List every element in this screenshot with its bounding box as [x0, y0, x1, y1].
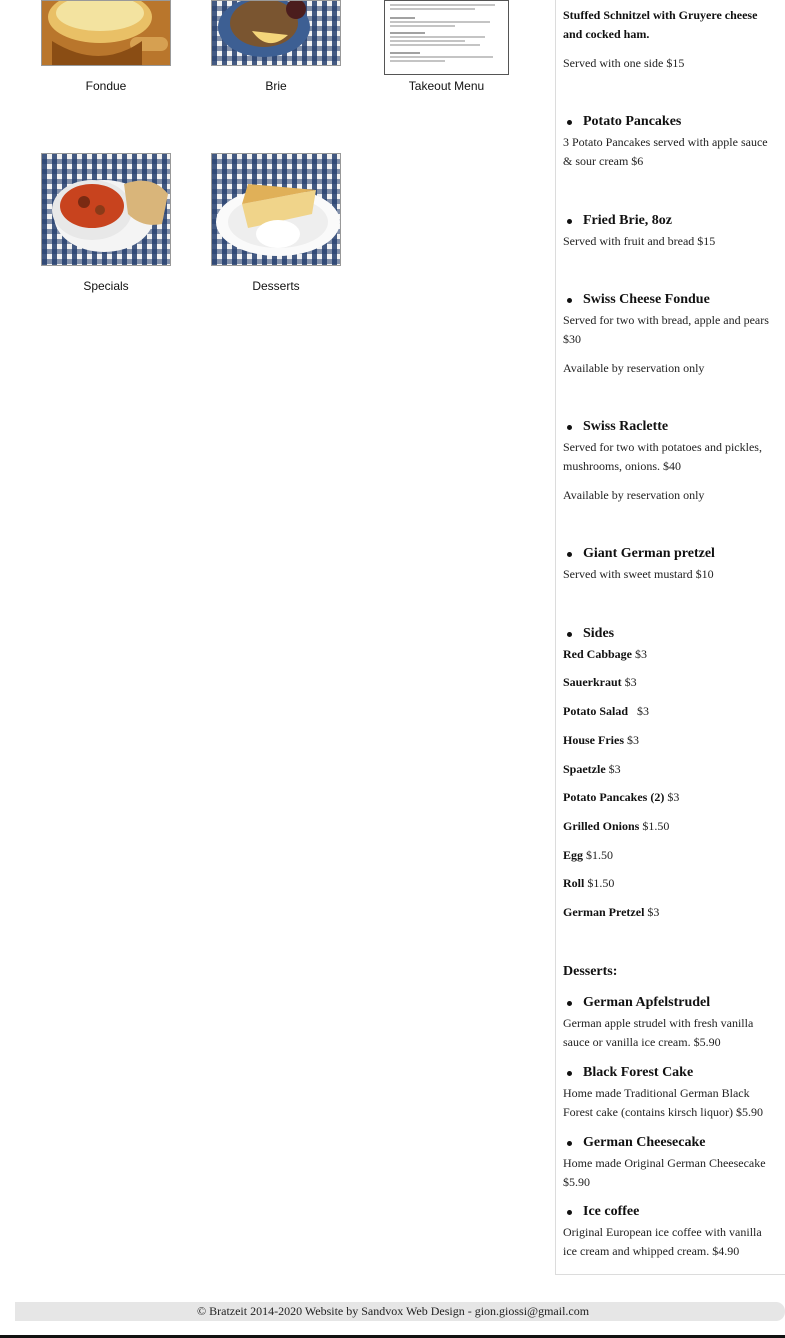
side-item [563, 846, 778, 865]
fondue-thumbnail[interactable] [41, 0, 171, 66]
site-footer [15, 1302, 785, 1321]
side-name: Spaetzle [563, 762, 606, 776]
gallery-item-specials[interactable] [41, 153, 171, 293]
gallery-caption[interactable]: Desserts [252, 279, 300, 293]
desserts-thumbnail[interactable] [211, 153, 341, 266]
dessert-title: German Apfelstrudel [583, 995, 711, 1010]
side-name: Red Cabbage [563, 647, 633, 661]
dessert-title: Ice coffee [583, 1204, 640, 1219]
side-item [563, 874, 778, 893]
sides-title: Sides [583, 626, 615, 641]
side-item [563, 903, 778, 922]
footer-credits[interactable]: © Bratzeit 2014-2020 Website by Sandvox Web Design - gion.giossi@gmail.com [197, 1304, 590, 1318]
menu-item-description: Served for two with potatoes and pickles, mushrooms, onions. $40 [563, 440, 762, 473]
dessert-title: Black Forest Cake [583, 1065, 694, 1080]
menu-sidebar [555, 0, 785, 1275]
menu-item-description: Served for two with bread, apple and pears $30 [563, 313, 769, 346]
side-name: Grilled Onions [563, 819, 640, 833]
menu-item-description: 3 Potato Pancakes served with apple sauce & sour cream $6 [563, 135, 768, 168]
side-price: $3 [624, 675, 637, 689]
side-name: House Fries [563, 733, 624, 747]
side-price: $3 [667, 790, 680, 804]
fondue-image [42, 1, 170, 65]
takeout-menu-thumbnail[interactable] [384, 0, 509, 75]
menu-item-title: Swiss Cheese Fondue [583, 292, 710, 307]
dessert-description: German apple strudel with fresh vanilla sauce or vanilla ice cream. $5.90 [563, 1016, 754, 1049]
gallery-item-brie[interactable] [211, 0, 341, 93]
menu-item-title: Fried Brie, 8oz [583, 213, 673, 228]
side-price: $1.50 [586, 848, 614, 862]
side-price: $3 [647, 905, 660, 919]
menu-item-title: Swiss Raclette [583, 419, 669, 434]
menu-item-title: Potato Pancakes [583, 114, 682, 129]
menu-item-title: Giant German pretzel [583, 546, 715, 561]
side-item [563, 817, 778, 836]
menu-item-description: Served with sweet mustard $10 [563, 567, 714, 581]
side-name: Potato Pancakes (2) [563, 790, 665, 804]
side-price: $3 [635, 647, 648, 661]
side-name: Potato Salad [563, 704, 629, 718]
brie-thumbnail[interactable] [211, 0, 341, 66]
schnitzel-title [563, 6, 778, 44]
gallery-caption[interactable]: Fondue [85, 79, 127, 93]
specials-thumbnail[interactable] [41, 153, 171, 266]
desserts-heading: Desserts: [563, 964, 618, 979]
menu-item-description: Served with fruit and bread $15 [563, 234, 716, 248]
gallery-caption[interactable]: Takeout Menu [408, 79, 485, 93]
gallery-caption[interactable]: Brie [265, 79, 287, 93]
side-name: Egg [563, 848, 584, 862]
menu-page-image [385, 1, 508, 74]
side-price: $1.50 [642, 819, 670, 833]
schnitzel-title-text: Stuffed Schnitzel with Gruyere cheese and cocked ham. [563, 8, 758, 41]
side-name: German Pretzel [563, 905, 645, 919]
side-item [563, 788, 778, 807]
gallery-item-desserts[interactable] [211, 153, 341, 293]
schnitzel-description: Served with one side $15 [563, 56, 685, 70]
gallery-caption[interactable]: Specials [83, 279, 129, 293]
reservation-note: Available by reservation only [563, 361, 705, 375]
goulash-image [42, 154, 170, 265]
side-item [563, 702, 778, 721]
side-price: $1.50 [587, 876, 615, 890]
gallery-item-takeout-menu[interactable] [384, 0, 509, 93]
side-item [563, 731, 778, 750]
side-item [563, 673, 778, 692]
reservation-note: Available by reservation only [563, 488, 705, 502]
dessert-title: German Cheesecake [583, 1135, 706, 1150]
brie-image [212, 1, 340, 65]
side-item [563, 645, 778, 664]
dessert-description: Original European ice coffee with vanilla ice cream and whipped cream. $4.90 [563, 1225, 762, 1258]
side-item [563, 760, 778, 779]
side-price: $3 [608, 762, 621, 776]
side-price: $3 [627, 733, 639, 747]
side-name: Roll [563, 876, 585, 890]
dessert-description: Home made Traditional German Black Forest cake (contains kirsch liquor) $5.90 [563, 1086, 763, 1119]
dessert-description: Home made Original German Cheesecake $5.90 [563, 1156, 766, 1189]
cheesecake-image [212, 154, 340, 265]
side-price: $3 [631, 704, 650, 718]
gallery-item-fondue[interactable] [41, 0, 171, 93]
side-name: Sauerkraut [563, 675, 622, 689]
